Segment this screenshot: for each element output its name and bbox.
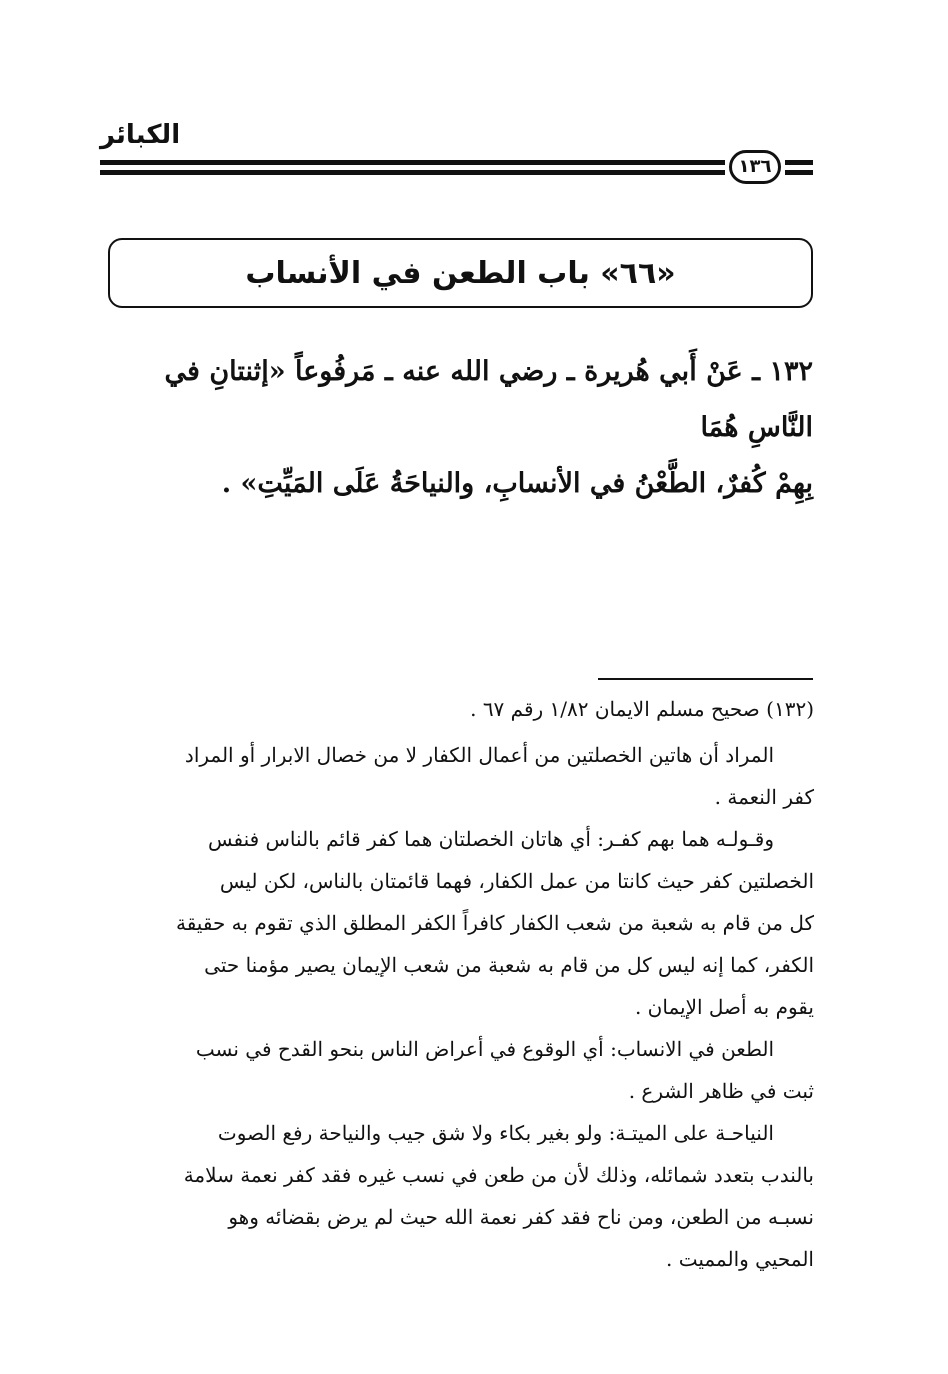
header-rule-stub: [785, 160, 813, 165]
footnote-line: النياحـة على الميتـة: ولو بغير بكاء ولا شق جيب والنياحة رفع الصوت: [217, 1121, 774, 1145]
chapter-title-box: [108, 238, 813, 308]
footnote-line: كل من قام به شعبة من شعب الكفار كافراً الكفر المطلق الذي تقوم به حقيقة: [175, 911, 814, 935]
footnote-separator: [598, 678, 813, 680]
footnote-paragraph: [106, 734, 814, 818]
footnote-line: ثبت في ظاهر الشرع .: [628, 1079, 814, 1103]
footnote-paragraph: [106, 1112, 814, 1280]
footnote-reference: (١٣٢) صحيح مسلم الايمان ١/٨٢ رقم ٦٧ .: [470, 697, 814, 721]
hadith-text: [108, 344, 813, 512]
footnote-paragraph: [106, 818, 814, 1028]
footnote-line: الكفر، كما إنه ليس كل من قام به شعبة من شعب الإيمان يصير مؤمنا حتى: [204, 953, 814, 977]
hadith-line: بِهِمْ كُفرٌ، الطَّعْنُ في الأنسابِ، والنياحَةُ عَلَى المَيِّتِ» .: [221, 468, 813, 499]
header-rule-stub: [785, 170, 813, 175]
hadith-line: ١٣٢ ـ عَنْ أَبي هُريرة ـ رضي الله عنه ـ مَرفُوعاً «إثنتانِ في النَّاسِ هُمَا: [164, 356, 813, 443]
footnote-line: المراد أن هاتين الخصلتين من أعمال الكفار لا من خصال الابرار أو المراد: [184, 743, 774, 767]
footnote-line: الخصلتين كفر حيث كانتا من عمل الكفار، فهما قائمتان بالناس، لكن ليس: [219, 869, 814, 893]
running-title: الكبائر: [100, 120, 181, 150]
header-rule-thin: [100, 170, 725, 175]
footnote-line: نسبـه من الطعن، ومن ناح فقد كفر نعمة الله حيث لم يرض بقضائه وهو: [228, 1205, 814, 1229]
footnotes: [106, 688, 814, 1280]
footnote-line: المحيي والمميت .: [665, 1247, 814, 1271]
page-number: ١٣٦: [729, 150, 781, 184]
footnote-line: يقوم به أصل الإيمان .: [634, 995, 814, 1019]
header-rule-thick: [100, 160, 725, 165]
footnote-line: كفر النعمة .: [714, 785, 814, 809]
footnote-line: وقـولـه هما بهم كفـر: أي هاتان الخصلتان هما كفر قائم بالناس فنفس: [207, 827, 774, 851]
footnote-paragraph: [106, 1028, 814, 1112]
footnote-line: الطعن في الانساب: أي الوقوع في أعراض الناس بنحو القدح في نسب: [195, 1037, 774, 1061]
chapter-title: «٦٦» باب الطعن في الأنساب: [245, 255, 676, 291]
footnote-line: بالندب بتعدد شمائله، وذلك لأن من طعن في نسب غيره فقد كفر نعمة سلامة: [183, 1163, 814, 1187]
